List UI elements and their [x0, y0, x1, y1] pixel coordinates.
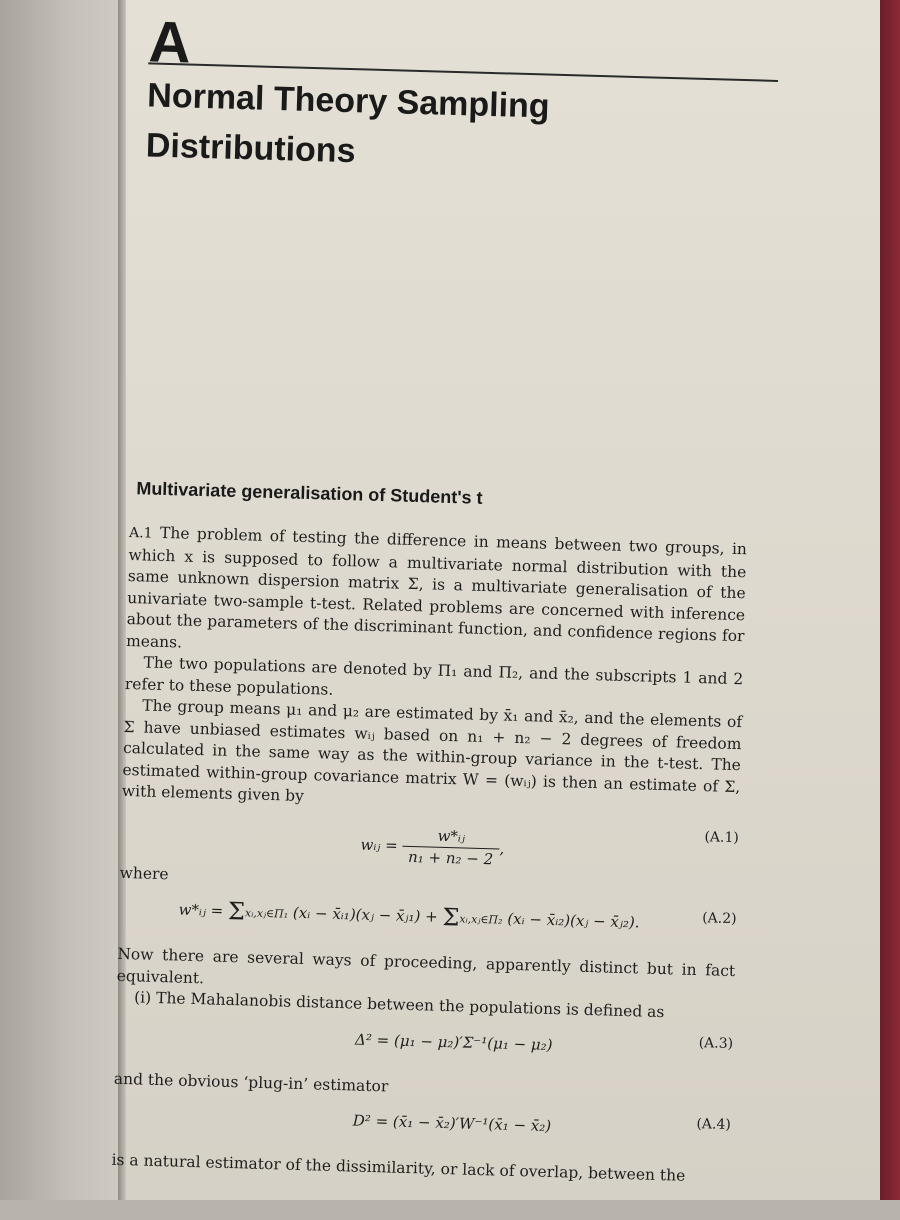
eq-a2-term2: (xᵢ − x̄ᵢ₂)(xⱼ − x̄ⱼ₂). [507, 909, 640, 932]
appendix-letter: A [147, 9, 192, 76]
eq-a4-body: D² = (x̄₁ − x̄₂)′W⁻¹(x̄₁ − x̄₂) [352, 1111, 552, 1136]
eq-a3-body: Δ² = (μ₁ − μ₂)′Σ⁻¹(μ₁ − μ₂) [354, 1030, 553, 1054]
paragraph-group-means: The group means μ₁ and μ₂ are estimated by x̄₁ and x̄₂, and the elements of Σ have unbiased estimates wᵢⱼ based on n₁ + n₂ − 2 degrees of freedom calculated in the same way as the within-group variance in the t-test. The estimated within-group covariance matrix W = (wᵢⱼ) is then an estimate of Σ, with elements given by [121, 696, 743, 805]
eq-a1-numerator: w*ᵢⱼ [402, 824, 500, 849]
eq-a1-fraction [402, 824, 500, 871]
eq-a1-lhs: wᵢⱼ = [360, 835, 398, 855]
sum-index-2: xᵢ,xⱼ∈Π₂ [459, 912, 503, 927]
paragraph-populations: The two populations are denoted by Π₁ and Π₂, and the subscripts 1 and 2 refer to these populations. [124, 653, 744, 699]
body-text [111, 522, 747, 1189]
eq-a2-term1: (xᵢ − x̄ᵢ₁)(xⱼ − x̄ⱼ₁) + [292, 903, 438, 926]
eq-a1-tail: , [499, 838, 505, 858]
paragraph-a1-text: The problem of testing the difference in means between two groups, in which x is supposed to follow a multivariate normal distribution with the same unknown dispersion matrix Σ, is a multivariate generalisation of the univariate two-sample t-test. Related problems are concerned with inference about the parameters of the discriminant function, and confidence regions for means. [125, 523, 748, 652]
chapter-title: Normal Theory Sampling Distributions [145, 76, 551, 171]
paragraph-number: A.1 [128, 525, 153, 542]
sum-symbol-2: Σ [442, 903, 460, 932]
eq-a2-number: (A.2) [701, 910, 737, 928]
sum-symbol-1: Σ [227, 897, 246, 926]
paragraph-plugin: and the obvious ‘plug-in’ estimator [113, 1069, 389, 1095]
book-cover-edge [880, 0, 900, 1200]
book-page [111, 0, 880, 1200]
eq-a1-number: (A.1) [704, 828, 740, 846]
eq-a2-lhs: w*ᵢⱼ = [178, 900, 224, 920]
page-content [92, 0, 879, 1220]
paragraph-a1 [126, 522, 747, 669]
paragraph-mahalanobis: (i) The Mahalanobis distance between the populations is defined as [133, 988, 665, 1022]
paragraph-natural-estimator: is a natural estimator of the dissimilarity, or lack of overlap, between the [111, 1150, 686, 1185]
section-heading: Multivariate generalisation of Student's t [136, 478, 483, 508]
eq-a1-denominator: n₁ + n₂ − 2 [407, 847, 494, 869]
sum-index-1: xᵢ,xⱼ∈Π₁ [244, 906, 289, 921]
paragraph-proceeding: Now there are several ways of proceeding, apparently distinct but in fact equivalent. [116, 944, 736, 987]
where-label: where [119, 863, 169, 883]
eq-a3-number: (A.3) [698, 1034, 734, 1052]
eq-a4-number: (A.4) [696, 1116, 732, 1134]
